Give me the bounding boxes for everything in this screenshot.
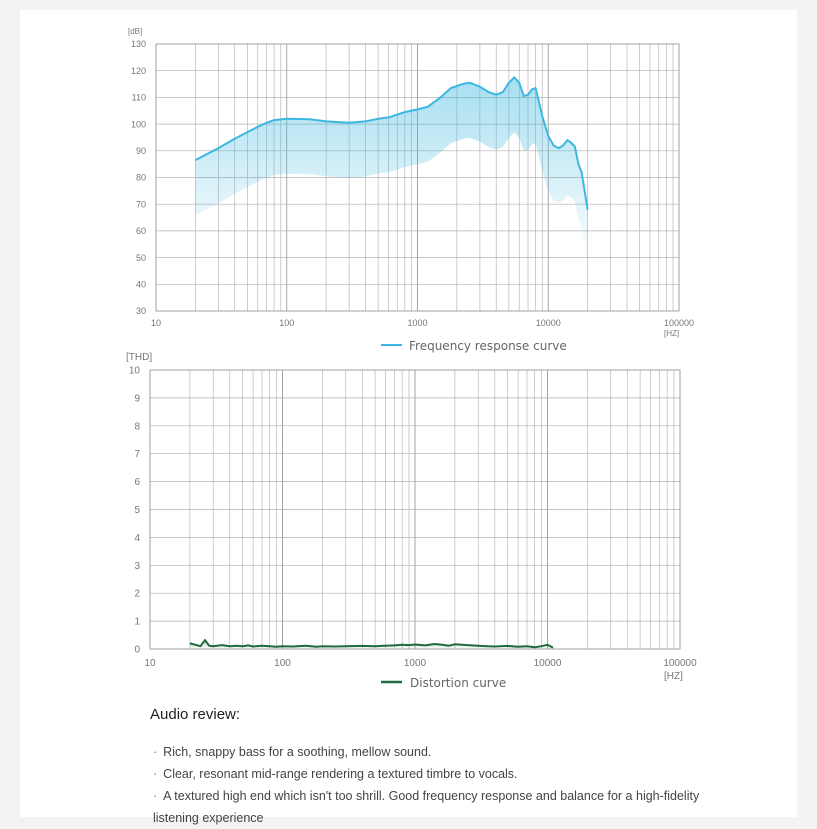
y-tick-label: 60 <box>135 226 146 237</box>
y-tick-label: 9 <box>134 393 140 405</box>
thd-area <box>190 640 553 649</box>
thd-x-axis <box>144 658 697 669</box>
fr-x-axis <box>151 318 694 328</box>
distortion-chart <box>126 352 697 690</box>
fr-legend <box>381 339 567 353</box>
y-tick-label: 120 <box>130 65 146 76</box>
y-tick-label: 0 <box>134 644 140 656</box>
bullet-icon: · <box>153 745 158 759</box>
frequency-response-chart <box>128 27 694 353</box>
x-tick-label: 10 <box>150 318 162 328</box>
x-tick-label: 100 <box>279 318 295 328</box>
thd-xlabel: [HZ] <box>664 671 683 682</box>
y-tick-label: 10 <box>128 365 140 377</box>
fr-area <box>195 77 587 264</box>
y-tick-label: 5 <box>134 505 140 516</box>
fr-legend-label: Frequency response curve <box>409 339 567 353</box>
x-tick-label: 1000 <box>403 658 427 669</box>
review-item <box>153 741 710 763</box>
x-tick-label: 100000 <box>663 658 697 669</box>
review-item <box>153 763 710 785</box>
y-tick-label: 100 <box>130 119 146 130</box>
thd-legend <box>381 676 506 690</box>
audio-review <box>150 706 710 829</box>
thd-line <box>190 640 553 648</box>
x-tick-label: 1000 <box>407 318 428 328</box>
y-tick-label: 50 <box>135 252 146 263</box>
y-tick-label: 8 <box>134 421 140 433</box>
fr-y-axis <box>131 39 146 316</box>
y-tick-label: 6 <box>134 477 140 489</box>
x-tick-label: 100 <box>274 658 291 669</box>
y-tick-label: 130 <box>130 39 146 50</box>
thd-y-axis <box>129 366 141 656</box>
x-tick-label: 10000 <box>535 318 561 328</box>
review-item-text: Clear, resonant mid-range rendering a textured timbre to vocals. <box>163 767 518 781</box>
x-tick-label: 100000 <box>663 318 695 328</box>
audio-review-title: Audio review: <box>150 706 241 723</box>
thd-ylabel: [THD] <box>126 352 153 363</box>
bullet-icon: · <box>153 789 158 803</box>
y-tick-label: 110 <box>131 92 146 103</box>
thd-grid <box>150 370 680 649</box>
fr-xlabel: [HZ] <box>664 329 680 338</box>
y-tick-label: 70 <box>135 199 146 210</box>
y-tick-label: 80 <box>135 172 146 183</box>
audio-review-list <box>150 741 710 829</box>
y-tick-label: 3 <box>134 560 140 572</box>
review-item-text: Rich, snappy bass for a soothing, mellow sound. <box>163 745 432 759</box>
y-tick-label: 2 <box>134 588 140 600</box>
x-tick-label: 10000 <box>533 658 562 669</box>
y-tick-label: 4 <box>134 532 140 544</box>
x-tick-label: 10 <box>144 658 156 669</box>
y-tick-label: 40 <box>135 279 146 290</box>
fr-ylabel: [dB] <box>128 27 143 36</box>
y-tick-label: 7 <box>134 449 140 461</box>
y-tick-label: 90 <box>135 145 146 156</box>
bullet-icon: · <box>153 767 158 781</box>
thd-legend-label: Distortion curve <box>410 676 507 690</box>
review-item-text: A textured high end which isn't too shrill. Good frequency response and balance for a high-fidelity listening experience <box>153 789 700 825</box>
y-tick-label: 1 <box>134 616 140 628</box>
y-tick-label: 30 <box>135 306 146 317</box>
review-item <box>153 785 710 829</box>
